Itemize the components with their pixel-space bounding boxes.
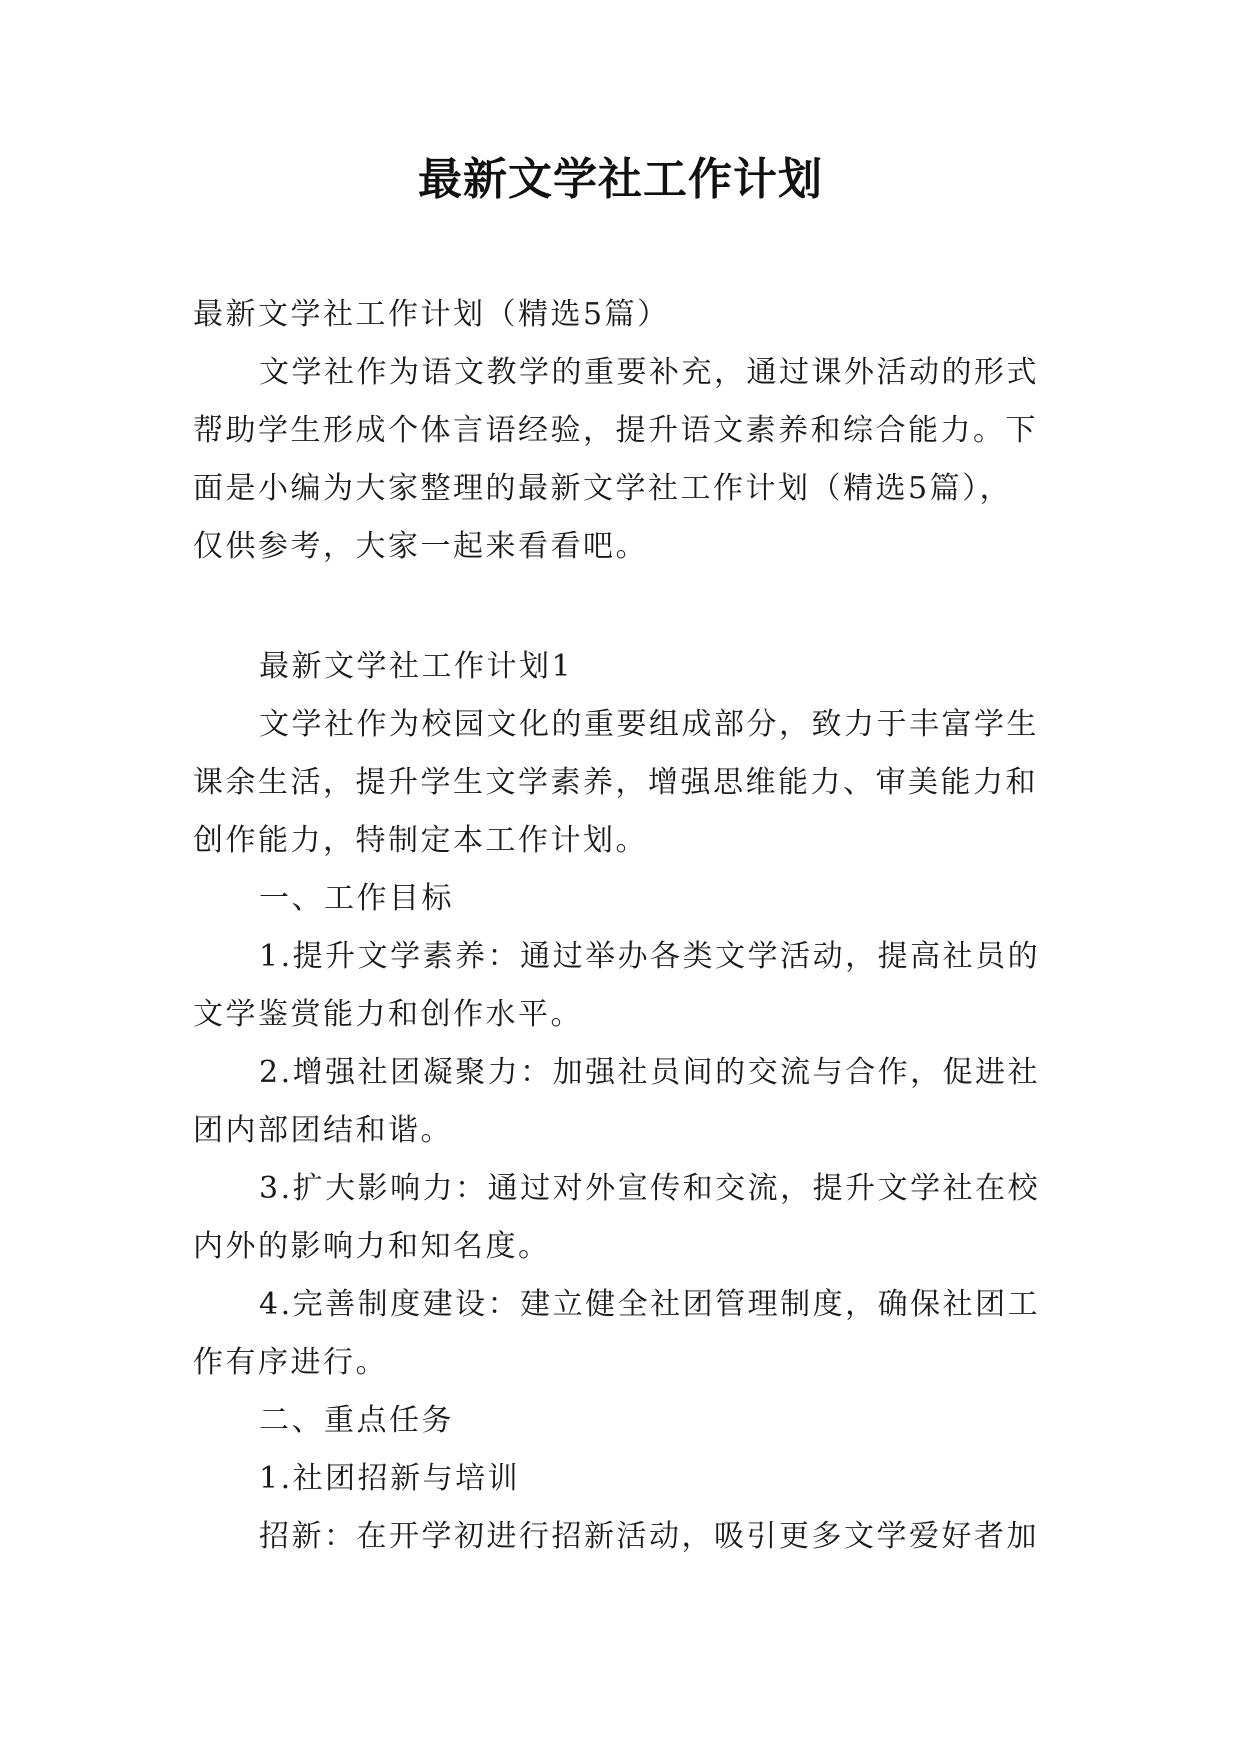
intro-paragraph-line: 面是小编为大家整理的最新文学社工作计划（精选5篇）， bbox=[193, 471, 1013, 506]
list-item-line: 作有序进行。 bbox=[193, 1345, 388, 1380]
subsection-heading: 一、工作目标 bbox=[259, 881, 454, 916]
list-item-line: 文学鉴赏能力和创作水平。 bbox=[193, 997, 583, 1032]
list-item-line: 2.增强社团凝聚力：加强社员间的交流与合作，促进社 bbox=[259, 1055, 1041, 1090]
subtitle-line: 最新文学社工作计划（精选5篇） bbox=[193, 297, 670, 332]
body-paragraph-line: 课余生活，提升学生文学素养，增强思维能力、审美能力和 bbox=[193, 765, 1038, 800]
intro-paragraph-line: 仅供参考，大家一起来看看吧。 bbox=[193, 529, 648, 564]
subsection-heading: 二、重点任务 bbox=[259, 1403, 454, 1438]
document-body bbox=[193, 286, 1055, 1566]
section-heading: 最新文学社工作计划1 bbox=[259, 649, 574, 684]
list-item-line: 1.社团招新与培训 bbox=[259, 1461, 521, 1496]
list-item-line: 团内部团结和谐。 bbox=[193, 1113, 453, 1148]
intro-paragraph-line: 文学社作为语文教学的重要补充，通过课外活动的形式 bbox=[259, 355, 1039, 390]
body-paragraph-line: 创作能力，特制定本工作计划。 bbox=[193, 823, 648, 858]
list-item-line: 1.提升文学素养：通过举办各类文学活动，提高社员的 bbox=[259, 939, 1041, 974]
list-item-line: 4.完善制度建设：建立健全社团管理制度，确保社团工 bbox=[259, 1287, 1041, 1322]
list-item-line: 内外的影响力和知名度。 bbox=[193, 1229, 551, 1264]
list-item-line: 3.扩大影响力：通过对外宣传和交流，提升文学社在校 bbox=[259, 1171, 1041, 1206]
intro-paragraph-line: 帮助学生形成个体言语经验，提升语文素养和综合能力。下 bbox=[193, 413, 1038, 448]
body-paragraph-line: 招新：在开学初进行招新活动，吸引更多文学爱好者加 bbox=[259, 1519, 1039, 1554]
document-title: 最新文学社工作计划 bbox=[418, 154, 823, 205]
paragraph-spacer bbox=[193, 576, 1055, 638]
body-paragraph-line: 文学社作为校园文化的重要组成部分，致力于丰富学生 bbox=[259, 707, 1039, 742]
